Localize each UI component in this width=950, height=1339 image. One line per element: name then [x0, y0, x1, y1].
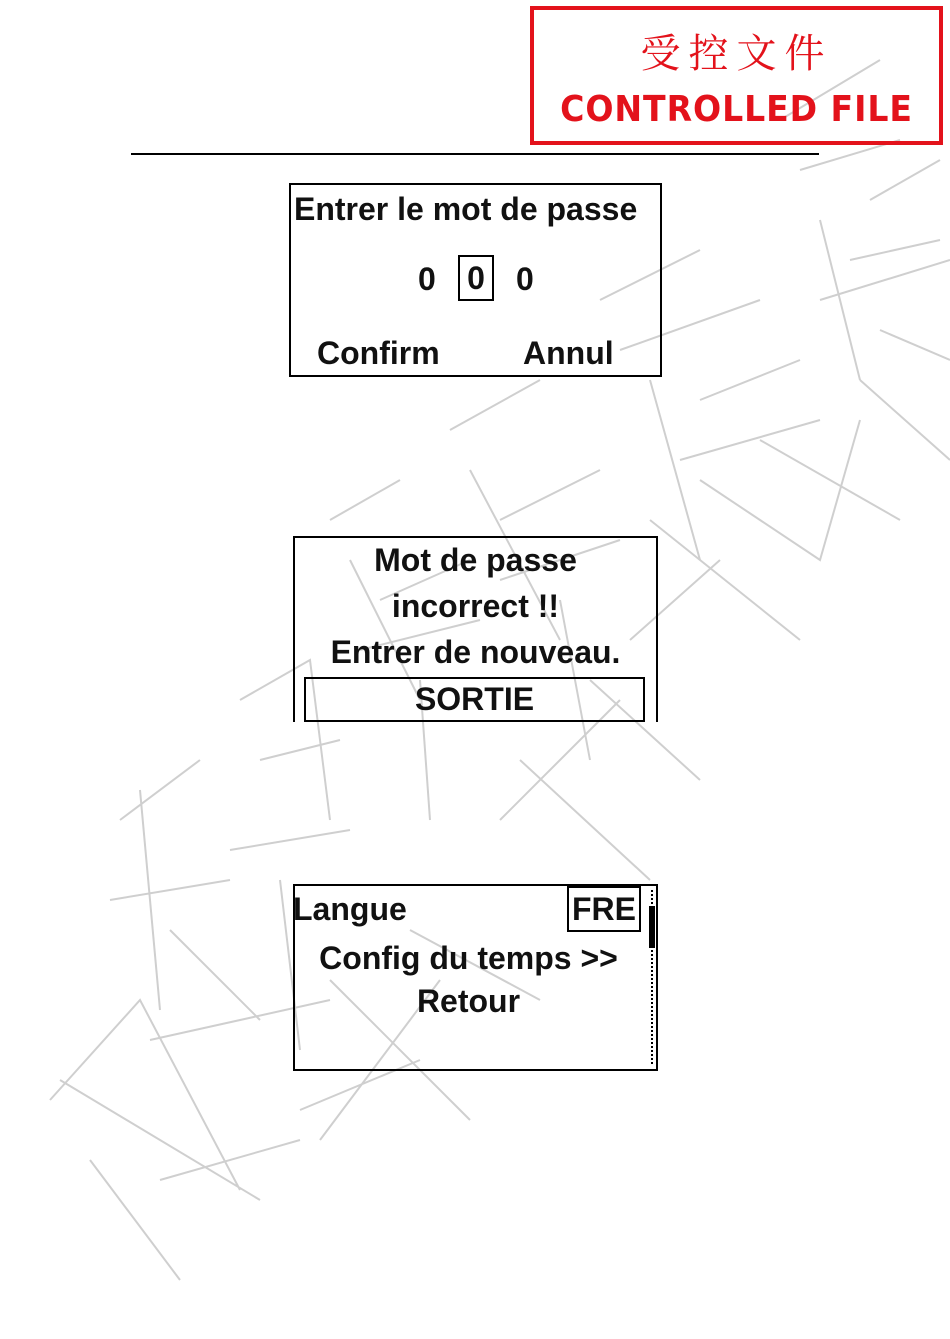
password-digit-3[interactable]: 0 — [516, 261, 534, 297]
scrollbar-thumb[interactable] — [649, 906, 655, 948]
error-message-line-1: Mot de passe — [374, 542, 577, 578]
password-entry-screen — [289, 183, 662, 377]
error-message-line-3: Entrer de nouveau. — [330, 634, 621, 670]
controlled-file-stamp — [530, 6, 943, 145]
back-menu-item[interactable]: Retour — [416, 983, 521, 1019]
language-value-selector[interactable]: FRE — [567, 886, 641, 932]
language-label: Langue — [293, 891, 407, 927]
stamp-chinese-text: 受控文件 — [640, 31, 833, 77]
error-message-line-2: incorrect !! — [391, 588, 560, 624]
header-rule — [131, 153, 819, 155]
exit-button[interactable]: SORTIE — [304, 677, 645, 722]
time-config-menu-item[interactable]: Config du temps >> — [319, 940, 618, 976]
password-digit-1[interactable]: 0 — [418, 261, 436, 297]
confirm-button[interactable]: Confirm — [317, 335, 440, 371]
password-title: Entrer le mot de passe — [294, 191, 638, 227]
cancel-button[interactable]: Annul — [523, 335, 614, 371]
password-digit-2-selected[interactable]: 0 — [458, 255, 494, 301]
stamp-english-text: CONTROLLED FILE — [560, 89, 913, 130]
wrong-password-screen — [293, 536, 658, 722]
language-menu-screen — [293, 884, 658, 1071]
